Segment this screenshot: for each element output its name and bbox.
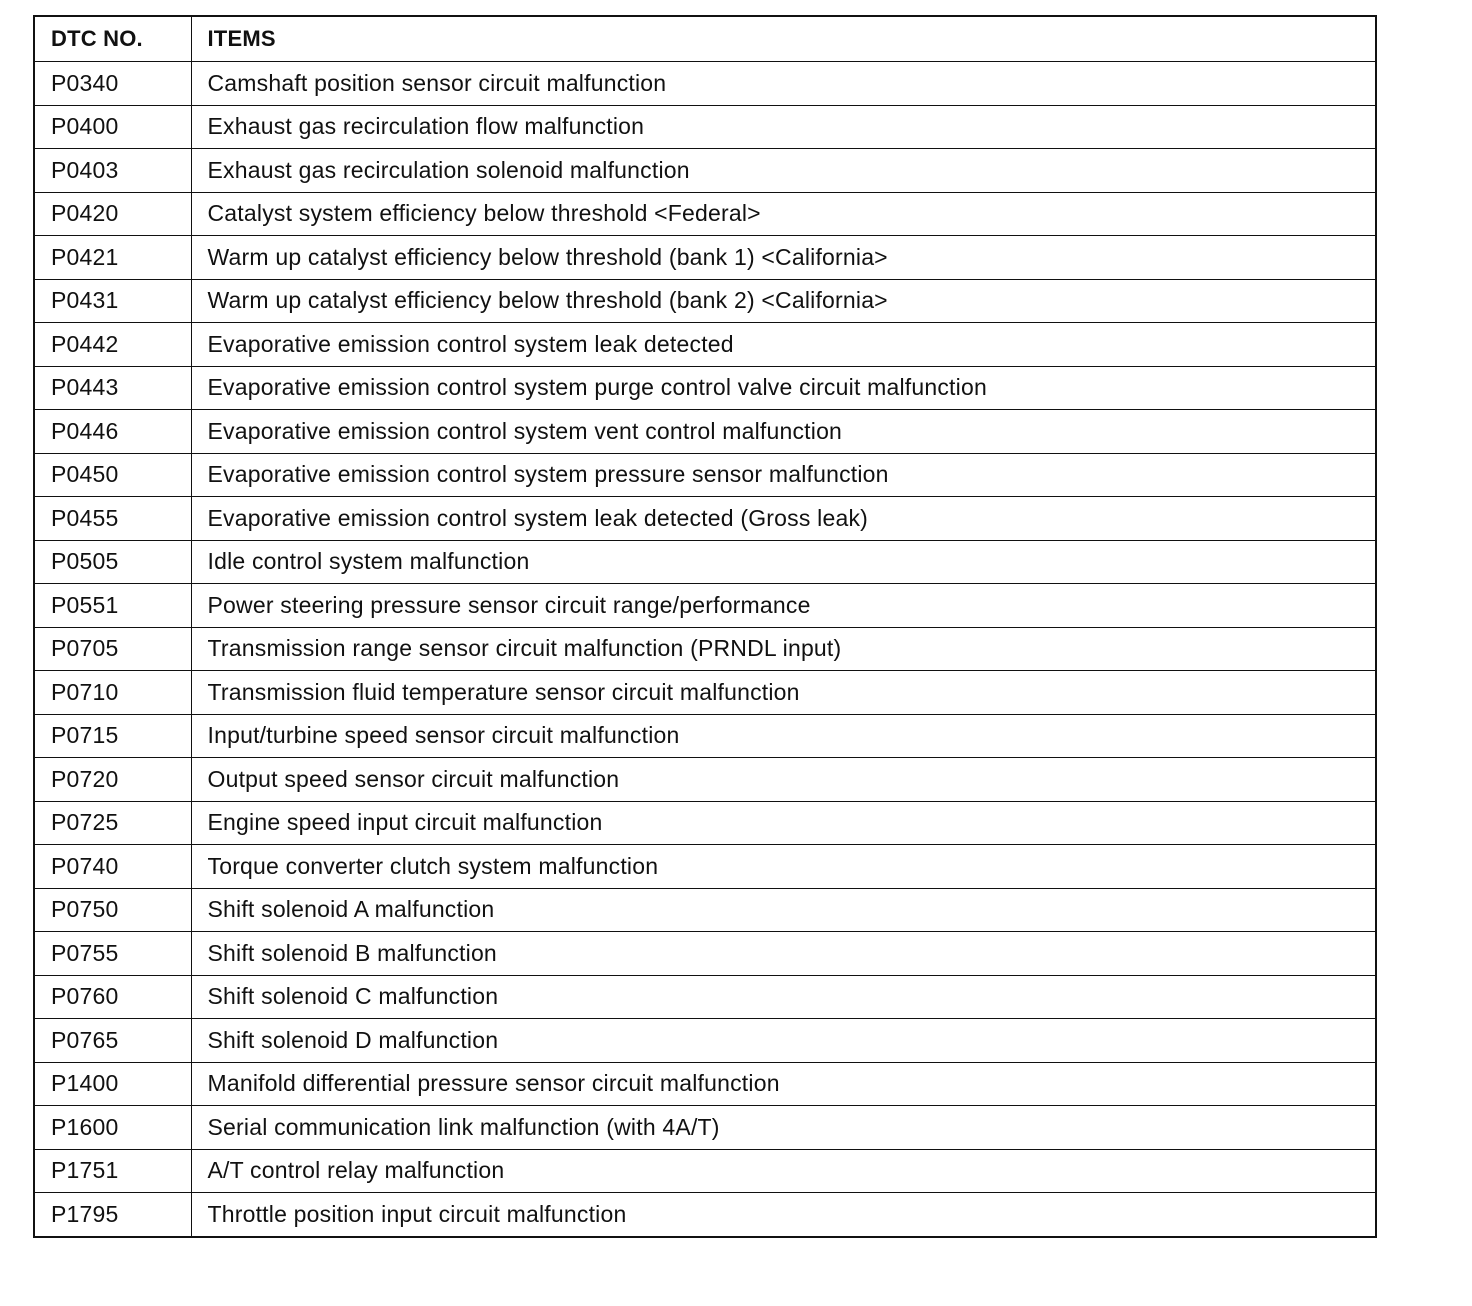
dtc-code-cell: P0450 [34,453,191,497]
dtc-code-cell: P0420 [34,192,191,236]
dtc-code-cell: P0442 [34,323,191,367]
dtc-code-cell: P0765 [34,1019,191,1063]
dtc-item-cell: Evaporative emission control system leak detected (Gross leak) [191,497,1376,541]
table-row [34,1106,1376,1150]
dtc-item-cell: Idle control system malfunction [191,540,1376,584]
dtc-item-cell: Catalyst system efficiency below threshold <Federal> [191,192,1376,236]
dtc-item-cell: Shift solenoid A malfunction [191,888,1376,932]
dtc-code-cell: P0715 [34,714,191,758]
dtc-item-cell: Warm up catalyst efficiency below threshold (bank 1) <California> [191,236,1376,280]
table-row [34,1193,1376,1237]
table-row [34,845,1376,889]
dtc-code-cell: P0750 [34,888,191,932]
dtc-code-cell: P0431 [34,279,191,323]
dtc-item-cell: Warm up catalyst efficiency below threshold (bank 2) <California> [191,279,1376,323]
dtc-code-cell: P0720 [34,758,191,802]
table-row [34,149,1376,193]
dtc-code-cell: P0446 [34,410,191,454]
header-row [34,16,1376,62]
table-row [34,410,1376,454]
table-header [34,16,1376,62]
header-dtc-no: DTC NO. [34,16,191,62]
table-row [34,1062,1376,1106]
dtc-code-cell: P1600 [34,1106,191,1150]
dtc-code-cell: P0710 [34,671,191,715]
table-row [34,758,1376,802]
dtc-code-cell: P0455 [34,497,191,541]
table-row [34,105,1376,149]
table-row [34,627,1376,671]
table-row [34,888,1376,932]
dtc-item-cell: Shift solenoid B malfunction [191,932,1376,976]
dtc-item-cell: Evaporative emission control system leak detected [191,323,1376,367]
dtc-code-cell: P0505 [34,540,191,584]
table-row [34,323,1376,367]
dtc-item-cell: Transmission range sensor circuit malfunction (PRNDL input) [191,627,1376,671]
dtc-item-cell: Evaporative emission control system purge control valve circuit malfunction [191,366,1376,410]
dtc-item-cell: Evaporative emission control system pressure sensor malfunction [191,453,1376,497]
table-body [34,62,1376,1237]
dtc-item-cell: Power steering pressure sensor circuit range/performance [191,584,1376,628]
dtc-item-cell: Output speed sensor circuit malfunction [191,758,1376,802]
dtc-item-cell: Manifold differential pressure sensor circuit malfunction [191,1062,1376,1106]
table-row [34,279,1376,323]
table-row [34,975,1376,1019]
dtc-code-cell: P0705 [34,627,191,671]
dtc-code-cell: P0755 [34,932,191,976]
dtc-item-cell: Exhaust gas recirculation flow malfunction [191,105,1376,149]
dtc-item-cell: Engine speed input circuit malfunction [191,801,1376,845]
table-row [34,1019,1376,1063]
table-row [34,714,1376,758]
table-row [34,671,1376,715]
dtc-item-cell: Transmission fluid temperature sensor circuit malfunction [191,671,1376,715]
dtc-code-cell: P0443 [34,366,191,410]
table-row [34,192,1376,236]
dtc-code-cell: P0725 [34,801,191,845]
dtc-code-cell: P0400 [34,105,191,149]
table-row [34,497,1376,541]
dtc-code-cell: P0740 [34,845,191,889]
header-items: ITEMS [191,16,1376,62]
table-row [34,932,1376,976]
table-row [34,540,1376,584]
dtc-table [33,15,1377,1238]
table-row [34,236,1376,280]
table-row [34,801,1376,845]
dtc-code-cell: P0421 [34,236,191,280]
dtc-code-cell: P0403 [34,149,191,193]
dtc-code-cell: P0551 [34,584,191,628]
dtc-item-cell: Throttle position input circuit malfunction [191,1193,1376,1237]
table-row [34,62,1376,106]
dtc-item-cell: Shift solenoid C malfunction [191,975,1376,1019]
dtc-code-cell: P1795 [34,1193,191,1237]
dtc-code-cell: P0760 [34,975,191,1019]
dtc-item-cell: Evaporative emission control system vent control malfunction [191,410,1376,454]
dtc-item-cell: Input/turbine speed sensor circuit malfunction [191,714,1376,758]
dtc-item-cell: Shift solenoid D malfunction [191,1019,1376,1063]
table-row [34,1149,1376,1193]
dtc-item-cell: Serial communication link malfunction (with 4A/T) [191,1106,1376,1150]
dtc-code-cell: P0340 [34,62,191,106]
dtc-code-cell: P1400 [34,1062,191,1106]
table-row [34,366,1376,410]
dtc-item-cell: Exhaust gas recirculation solenoid malfunction [191,149,1376,193]
table-row [34,453,1376,497]
dtc-code-cell: P1751 [34,1149,191,1193]
table-row [34,584,1376,628]
dtc-item-cell: Camshaft position sensor circuit malfunction [191,62,1376,106]
dtc-item-cell: A/T control relay malfunction [191,1149,1376,1193]
dtc-item-cell: Torque converter clutch system malfunction [191,845,1376,889]
